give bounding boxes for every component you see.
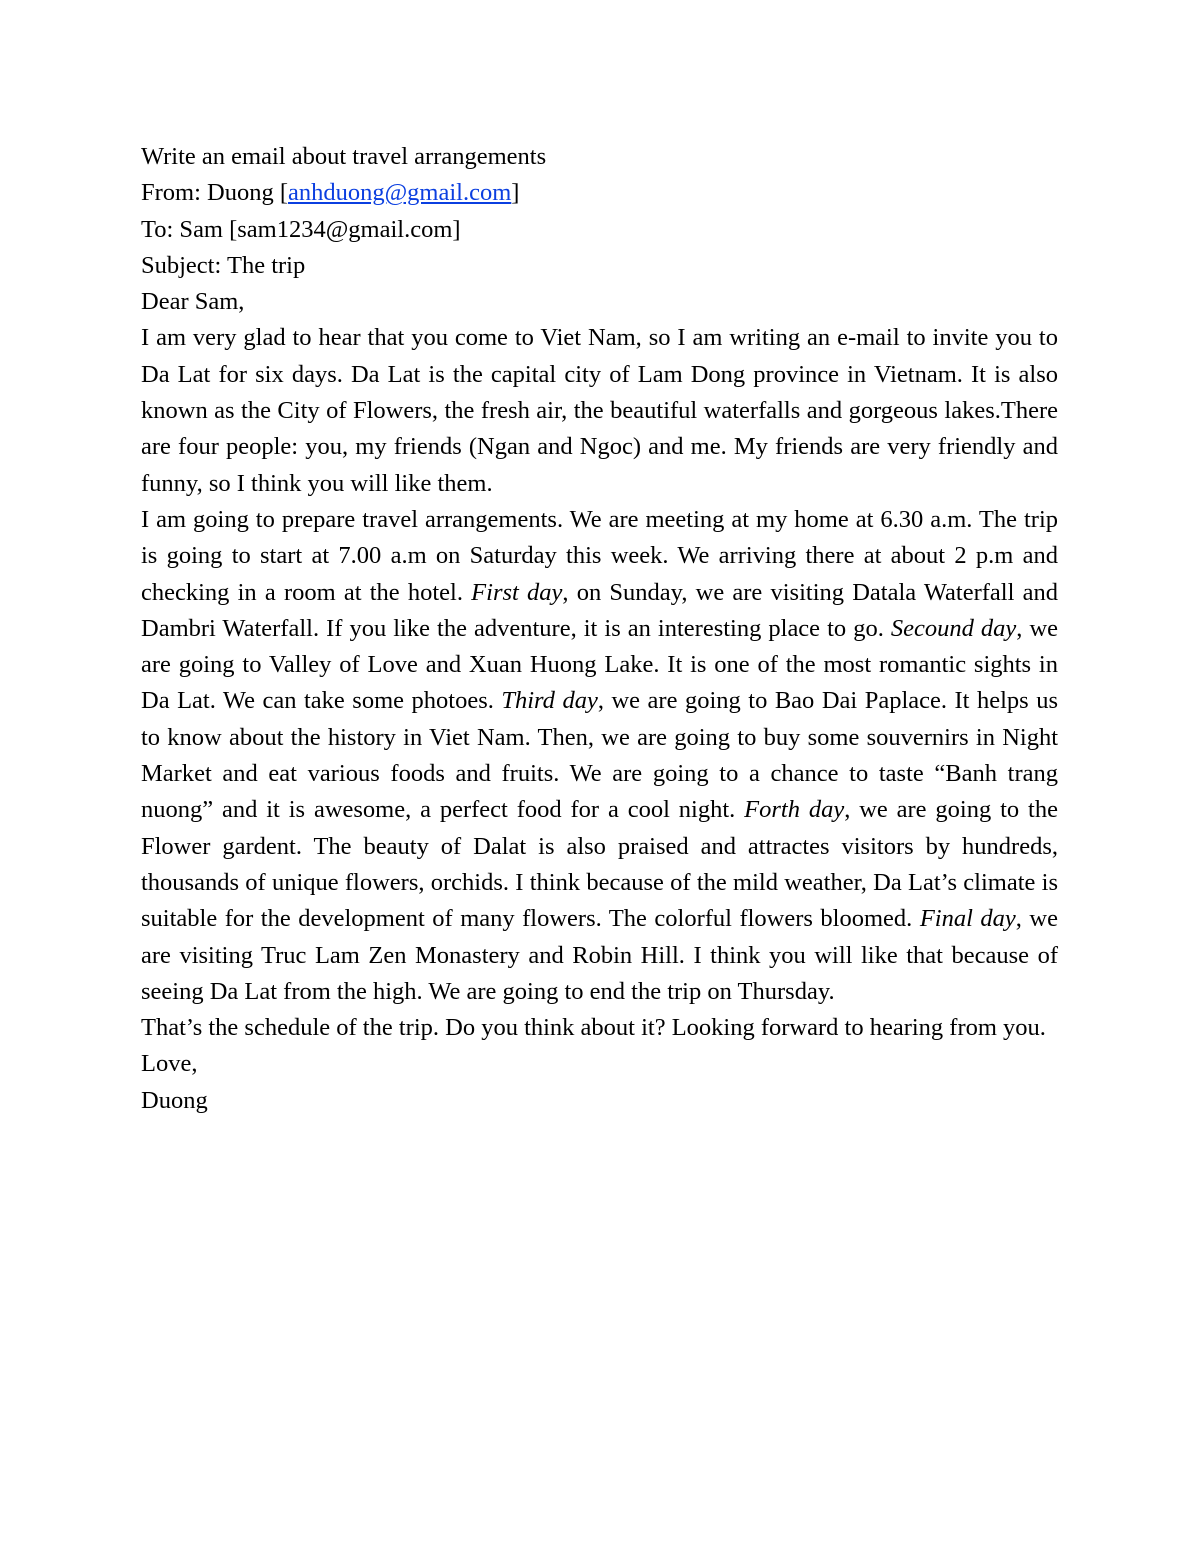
signature: Duong [141, 1086, 208, 1114]
paragraph-closing: That’s the schedule of the trip. Do you think about it? Looking forward to hearing from you. [141, 1014, 1046, 1042]
day5-label: Final day [919, 905, 1016, 933]
day1-label: First day [471, 578, 563, 606]
from-suffix: ] [511, 179, 520, 207]
schedule-intro: I am going to prepare travel arrangements. We are meeting at my home at 6.30 a.m. The trip is going to start at 7.00 a.m on Saturday this week. We arriving there at about 2 p.m and checking in a room at the hotel. [141, 505, 1058, 606]
day2-label: Secound day [890, 614, 1017, 642]
day3-text: , we are going to Bao Dai Paplace. It helps us to know about the history in Viet Nam. Then, we are going to buy some souvernirs in Night Market and eat various foods and fruits. We are going to a chance to taste “Banh trang nuong” and it is awesome, a perfect food for a cool night. [141, 687, 1059, 824]
subject-line: Subject: The trip [141, 251, 306, 279]
day4-text: , we are going to the Flower gardent. The beauty of Dalat is also praised and attractes visitors by hundreds, thousands of unique flowers, orchids. I think because of the mild weather, Da Lat’s climate is suitable for the development of many flowers. The colorful flowers bloomed. [141, 796, 1058, 933]
closing: Love, [141, 1050, 198, 1078]
from-prefix: From: Duong [ [141, 179, 288, 207]
day5-text: , we are visiting Truc Lam Zen Monastery and Robin Hill. I think you will like that because of seeing Da Lat from the high. We are going to end the trip on Thursday. [141, 905, 1058, 1005]
paragraph-intro: I am very glad to hear that you come to Viet Nam, so I am writing an e-mail to invite you to Da Lat for six days. Da Lat is the capital city of Lam Dong province in Vietnam. It is also known as the City of Flowers, the fresh air, the beautiful waterfalls and gorgeous lakes.There are four people: you, my friends (Ngan and Ngoc) and me. My friends are very friendly and funny, so I think you will like them. [141, 324, 1058, 497]
document-title: Write an email about travel arrangements [141, 143, 547, 170]
paragraph-schedule [141, 502, 1058, 1010]
day3-label: Third day [501, 687, 598, 715]
greeting: Dear Sam, [141, 288, 245, 316]
day4-label: Forth day [744, 796, 845, 824]
document-page [141, 139, 1058, 1119]
to-line: To: Sam [sam1234@gmail.com] [141, 215, 461, 243]
from-email-link[interactable]: anhduong@gmail.com [288, 179, 512, 207]
day2-text: , we are going to Valley of Love and Xuan Huong Lake. It is one of the most romantic sights in Da Lat. We can take some photoes. [141, 614, 1059, 715]
day1-text: , on Sunday, we are visiting Datala Waterfall and Dambri Waterfall. If you like the adventure, it is an interesting place to go. [141, 578, 1058, 642]
from-line [141, 175, 1058, 211]
